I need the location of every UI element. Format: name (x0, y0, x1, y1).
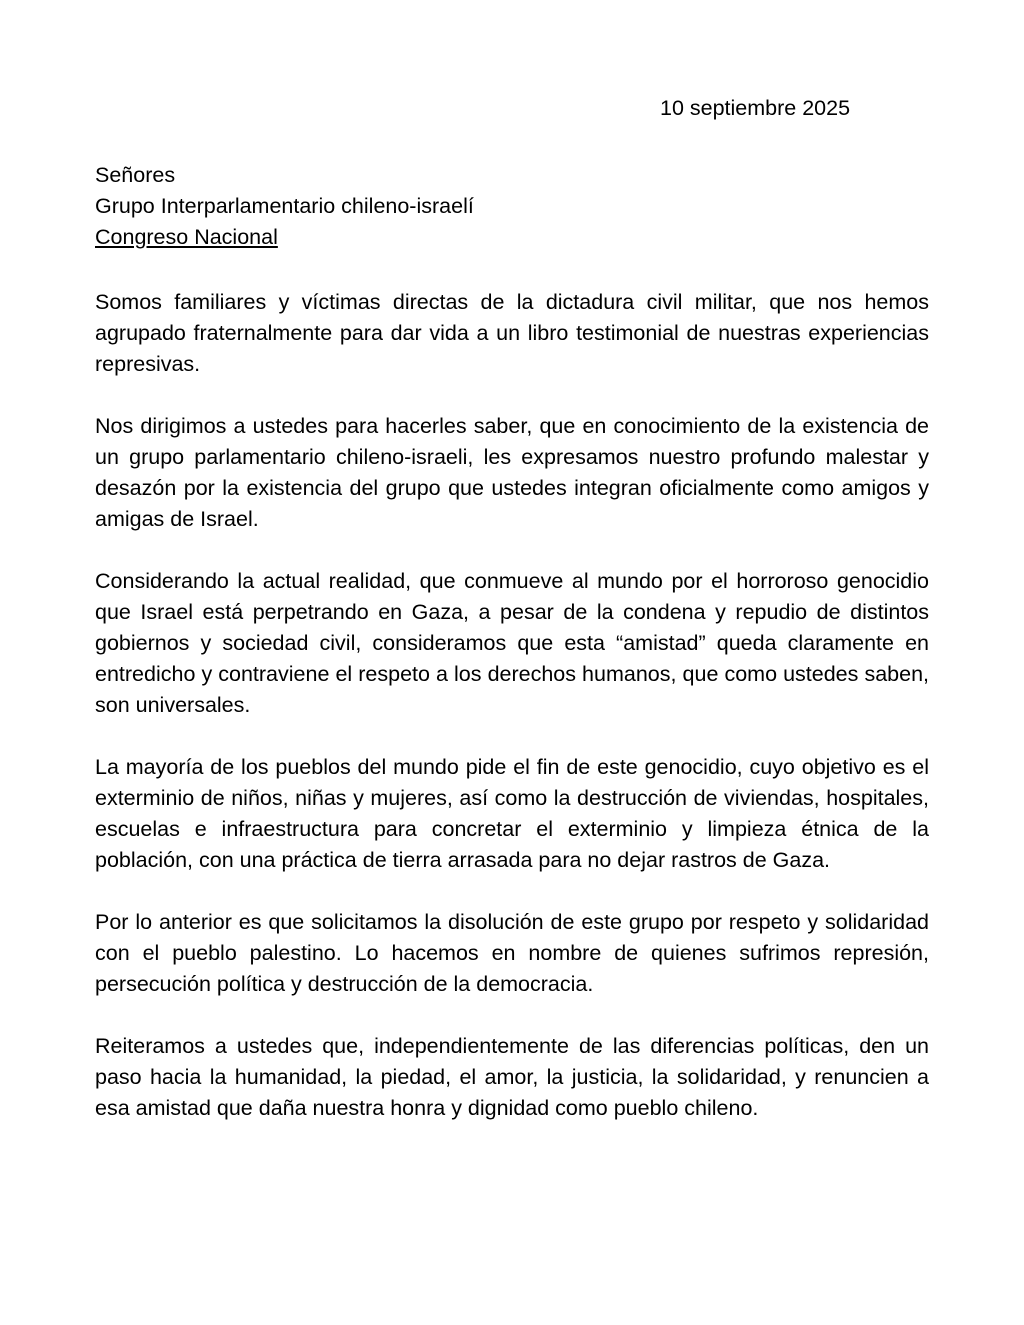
addressee-institution: Congreso Nacional (95, 225, 278, 249)
paragraph-request: Por lo anterior es que solicitamos la disolución de este grupo por respeto y solidaridad con el pueblo palestino. Lo hacemos en nombre de quienes sufrimos represión, persecución política y destrucción de la democracia. (95, 910, 929, 996)
paragraph-closing: Reiteramos a ustedes que, independientemente de las diferencias políticas, den un paso hacia la humanidad, la piedad, el amor, la justicia, la solidaridad, y renuncien a esa amistad que daña nuestra honra y dignidad como pueblo chileno. (95, 1034, 929, 1120)
paragraph-genocide: La mayoría de los pueblos del mundo pide el fin de este genocidio, cuyo objetivo es el exterminio de niños, niñas y mujeres, así como la destrucción de viviendas, hospitales, escuelas e infraestructura para concretar el exterminio y limpieza étnica de la población, con una práctica de tierra arrasada para no dejar rastros de Gaza. (95, 755, 929, 872)
paragraph-purpose: Nos dirigimos a ustedes para hacerles saber, que en conocimiento de la existencia de un grupo parlamentario chileno-israeli, les expresamos nuestro profundo malestar y desazón por la existencia del grupo que ustedes integran oficialmente como amigos y amigas de Israel. (95, 414, 929, 531)
addressee-salutation: Señores (95, 163, 176, 187)
letter-date: 10 septiembre 2025 (660, 96, 851, 120)
letter-body (95, 287, 929, 1155)
addressee-group: Grupo Interparlamentario chileno-israelí (95, 194, 474, 218)
paragraph-introduction: Somos familiares y víctimas directas de la dictadura civil militar, que nos hemos agrupado fraternalmente para dar vida a un libro testimonial de nuestras experiencias represivas. (95, 290, 929, 376)
addressee-block (95, 160, 474, 253)
paragraph-context: Considerando la actual realidad, que conmueve al mundo por el horroroso genocidio que Israel está perpetrando en Gaza, a pesar de la condena y repudio de distintos gobiernos y sociedad civil, consideramos que esta “amistad” queda claramente en entredicho y contraviene el respeto a los derechos humanos, que como ustedes saben, son universales. (95, 569, 929, 717)
